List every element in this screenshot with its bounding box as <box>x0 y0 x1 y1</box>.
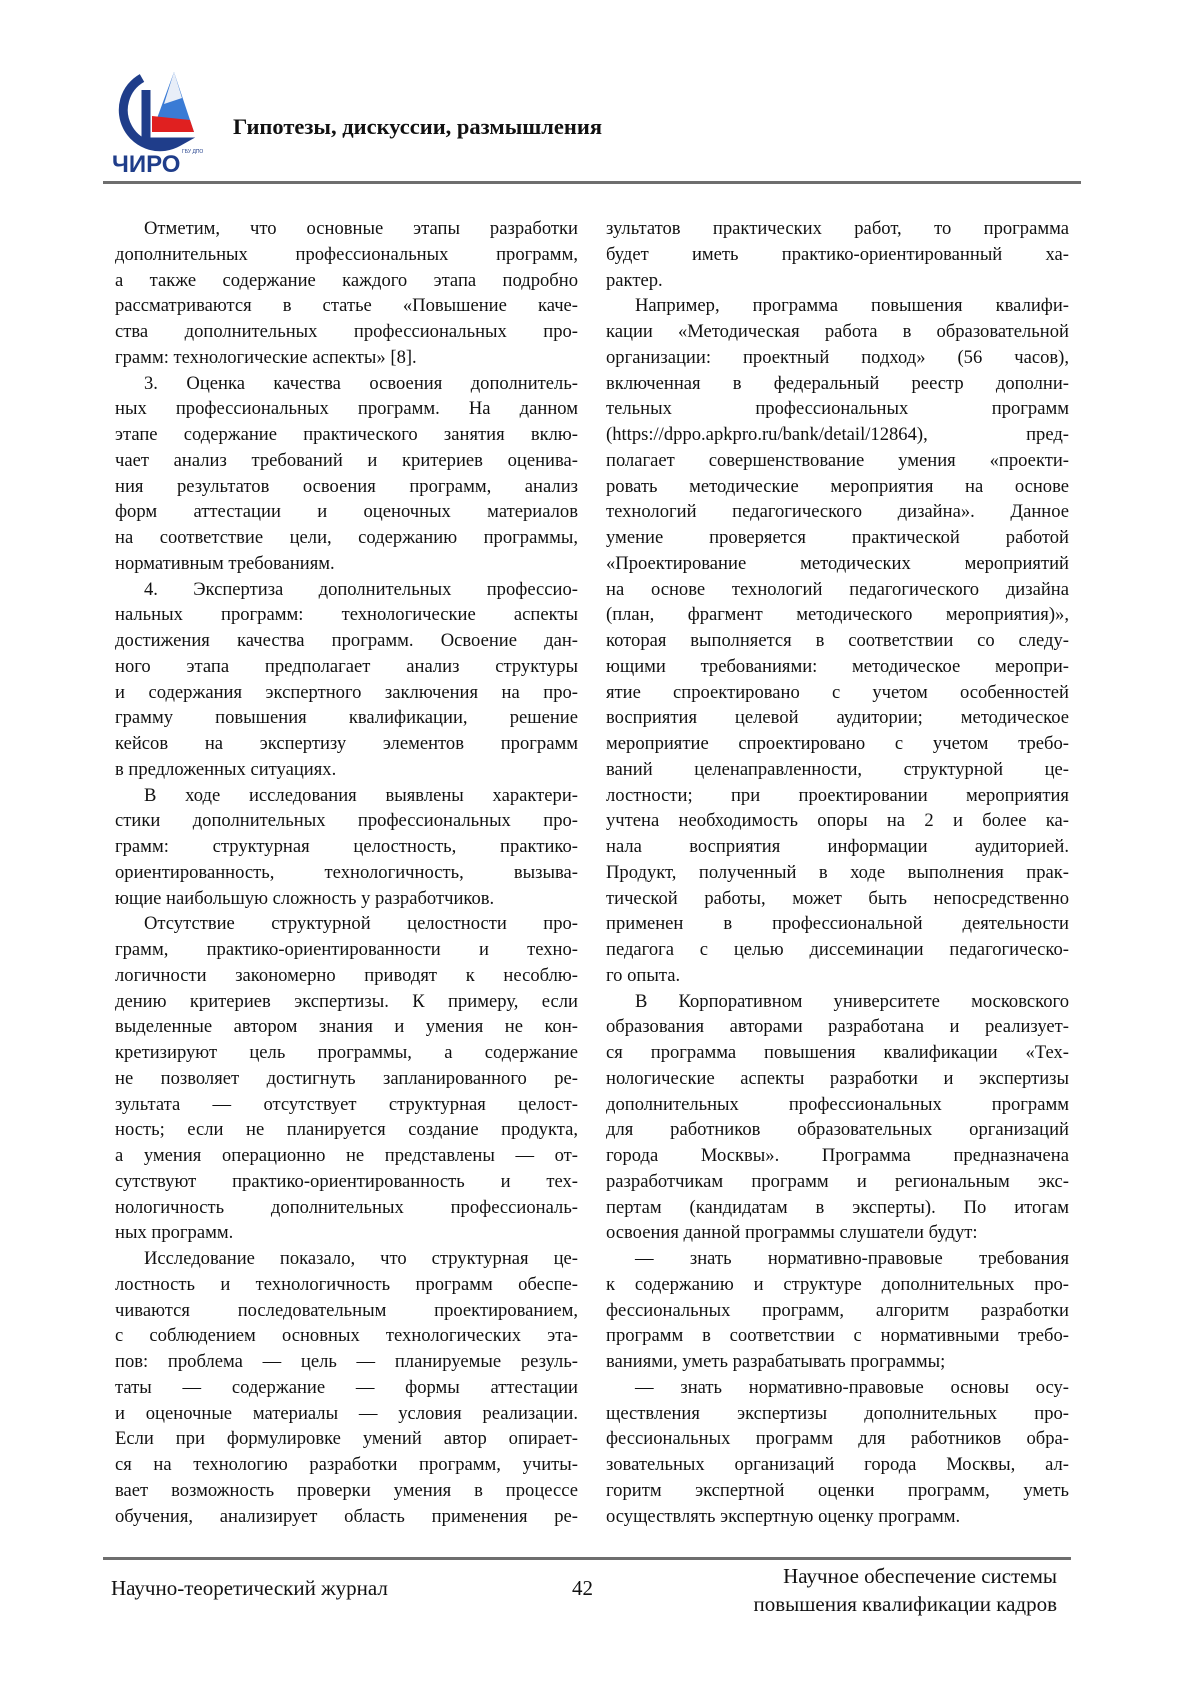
text-line: тической работы, может быть непосредственно <box>606 886 1069 912</box>
paragraph <box>606 293 1069 988</box>
svg-text:ЧИРО: ЧИРО <box>112 151 180 175</box>
text-line: ных программ. <box>115 1220 578 1246</box>
text-line: в предложенных ситуациях. <box>115 757 578 783</box>
text-line: будет иметь практико-ориентированный ха- <box>606 242 1069 268</box>
text-line: нормативным требованиям. <box>115 551 578 577</box>
journal-name-line-2: повышения квалификации кадров <box>753 1590 1057 1618</box>
text-line: Отметим, что основные этапы разработки <box>115 216 578 242</box>
text-line: учтена необходимость опоры на 2 и более ка- <box>606 808 1069 834</box>
text-line: педагога с целью диссеминации педагогическо- <box>606 937 1069 963</box>
text-line: сутствуют практико-ориентированность и тех- <box>115 1169 578 1195</box>
text-line: ществления экспертизы дополнительных про- <box>606 1401 1069 1427</box>
text-line: нологические аспекты разработки и экспертизы <box>606 1066 1069 1092</box>
text-line: таты — содержание — формы аттестации <box>115 1375 578 1401</box>
text-line: фессиональных программ, алгоритм разработки <box>606 1298 1069 1324</box>
paragraph <box>606 989 1069 1247</box>
text-line: для работников образовательных организаций <box>606 1117 1069 1143</box>
text-line: а также содержание каждого этапа подробно <box>115 268 578 294</box>
text-line: Если при формулировке умений автор опирает- <box>115 1426 578 1452</box>
paragraph <box>115 783 578 912</box>
text-line: форм аттестации и оценочных материалов <box>115 499 578 525</box>
text-line: (https://dppo.apkpro.ru/bank/detail/12864), пред- <box>606 422 1069 448</box>
text-line: грамм: структурная целостность, практико- <box>115 834 578 860</box>
text-line: дополнительных профессиональных программ <box>606 1092 1069 1118</box>
text-line: чает анализ требований и критериев оценива- <box>115 448 578 474</box>
text-line: ваний целенаправленности, структурной це- <box>606 757 1069 783</box>
text-line: Отсутствие структурной целостности про- <box>115 911 578 937</box>
text-line: зультатов практических работ, то программа <box>606 216 1069 242</box>
section-title: Гипотезы, дискуссии, размышления <box>233 114 602 140</box>
text-line: грамм: технологические аспекты» [8]. <box>115 345 578 371</box>
text-line: мероприятие спроектировано с учетом требо- <box>606 731 1069 757</box>
footer-journal-type: Научно-теоретический журнал <box>111 1576 388 1601</box>
paragraph <box>606 1375 1069 1530</box>
text-line: полагает совершенствование умения «проекти- <box>606 448 1069 474</box>
text-line: В Корпоративном университете московского <box>606 989 1069 1015</box>
text-line: дополнительных профессиональных программ, <box>115 242 578 268</box>
text-line: включенная в федеральный реестр дополни- <box>606 371 1069 397</box>
text-line: и содержания экспертного заключения на про- <box>115 680 578 706</box>
text-line: фессиональных программ для работников обра- <box>606 1426 1069 1452</box>
text-line: ориентированность, технологичность, вызыва- <box>115 860 578 886</box>
text-line: технологий педагогического дизайна». Данное <box>606 499 1069 525</box>
text-line: — знать нормативно-правовые основы осу- <box>606 1375 1069 1401</box>
text-line: горитм экспертной оценки программ, уметь <box>606 1478 1069 1504</box>
paragraph <box>115 577 578 783</box>
text-line: с соблюдением основных технологических эта- <box>115 1323 578 1349</box>
text-line: на основе технологий педагогического дизайна <box>606 577 1069 603</box>
text-line: ющие наибольшую сложность у разработчиков. <box>115 886 578 912</box>
text-line: организации: проектный подход» (56 часов), <box>606 345 1069 371</box>
text-line: освоения данной программы слушатели будут: <box>606 1220 1069 1246</box>
journal-name-line-1: Научное обеспечение системы <box>753 1562 1057 1590</box>
paragraph <box>606 216 1069 293</box>
text-line: ся на технологию разработки программ, учиты- <box>115 1452 578 1478</box>
text-line: логичности закономерно приводят к несоблю- <box>115 963 578 989</box>
paragraph <box>115 216 578 371</box>
chiro-logo <box>112 70 212 175</box>
text-line: вает возможность проверки умения в процессе <box>115 1478 578 1504</box>
text-line: ния результатов освоения программ, анализ <box>115 474 578 500</box>
text-line: ность; если не планируется создание продукта, <box>115 1117 578 1143</box>
paragraph <box>115 911 578 1246</box>
text-line: лостность и технологичность программ обеспе- <box>115 1272 578 1298</box>
text-line: го опыта. <box>606 963 1069 989</box>
text-line: умение проверяется практической работой <box>606 525 1069 551</box>
text-line: 4. Экспертиза дополнительных профессио- <box>115 577 578 603</box>
text-line: чиваются последовательным проектированием, <box>115 1298 578 1324</box>
text-line: восприятия целевой аудитории; методическое <box>606 705 1069 731</box>
text-line: зовательных организаций города Москвы, ал- <box>606 1452 1069 1478</box>
text-line: ровать методические мероприятия на основе <box>606 474 1069 500</box>
text-line: грамму повышения квалификации, решение <box>115 705 578 731</box>
text-line: рассматриваются в статье «Повышение каче- <box>115 293 578 319</box>
text-line: которая выполняется в соответствии со следу- <box>606 628 1069 654</box>
text-line: применен в профессиональной деятельности <box>606 911 1069 937</box>
text-line: ятие спроектировано с учетом особенностей <box>606 680 1069 706</box>
footer-journal-name <box>753 1562 1057 1618</box>
text-line: нальных программ: технологические аспекты <box>115 602 578 628</box>
text-line: города Москвы». Программа предназначена <box>606 1143 1069 1169</box>
text-line: зультата — отсутствует структурная целост- <box>115 1092 578 1118</box>
text-line: Например, программа повышения квалифи- <box>606 293 1069 319</box>
text-line: — знать нормативно-правовые требования <box>606 1246 1069 1272</box>
text-line: грамм, практико-ориентированности и техно- <box>115 937 578 963</box>
text-line: рактер. <box>606 268 1069 294</box>
page-number: 42 <box>572 1576 593 1601</box>
text-line: образования авторами разработана и реализует- <box>606 1014 1069 1040</box>
footer-divider <box>103 1557 1071 1560</box>
paragraph <box>115 1246 578 1529</box>
text-line: и оценочные материалы — условия реализации. <box>115 1401 578 1427</box>
paragraph <box>115 371 578 577</box>
text-line: обучения, анализирует область применения ре- <box>115 1504 578 1530</box>
text-line: ся программа повышения квалификации «Тех- <box>606 1040 1069 1066</box>
text-line: ных профессиональных программ. На данном <box>115 396 578 422</box>
text-line: к содержанию и структуре дополнительных про- <box>606 1272 1069 1298</box>
text-line: ваниями, уметь разрабатывать программы; <box>606 1349 1069 1375</box>
text-line: В ходе исследования выявлены характери- <box>115 783 578 809</box>
text-line: достижения качества программ. Освоение дан- <box>115 628 578 654</box>
text-line: кейсов на экспертизу элементов программ <box>115 731 578 757</box>
text-line: (план, фрагмент методического мероприятия)», <box>606 602 1069 628</box>
text-line: дению критериев экспертизы. К примеру, если <box>115 989 578 1015</box>
text-line: Исследование показало, что структурная це- <box>115 1246 578 1272</box>
text-line: кации «Методическая работа в образовательной <box>606 319 1069 345</box>
text-line: тельных профессиональных программ <box>606 396 1069 422</box>
text-line: этапе содержание практического занятия вклю- <box>115 422 578 448</box>
text-column-left <box>115 216 578 1529</box>
text-line: стики дополнительных профессиональных про- <box>115 808 578 834</box>
text-line: «Проектирование методических мероприятий <box>606 551 1069 577</box>
paragraph <box>606 1246 1069 1375</box>
text-line: программ в соответствии с нормативными требо- <box>606 1323 1069 1349</box>
text-line: не позволяет достигнуть запланированного ре- <box>115 1066 578 1092</box>
text-line: лостности; при проектировании мероприятия <box>606 783 1069 809</box>
text-line: Продукт, полученный в ходе выполнения прак- <box>606 860 1069 886</box>
text-line: 3. Оценка качества освоения дополнитель- <box>115 371 578 397</box>
text-line: нала восприятия информации аудиторией. <box>606 834 1069 860</box>
text-line: ющими требованиями: методическое меропри- <box>606 654 1069 680</box>
text-line: пертам (кандидатам в эксперты). По итогам <box>606 1195 1069 1221</box>
svg-text:ГБУ ДПО: ГБУ ДПО <box>182 149 203 155</box>
text-column-right <box>606 216 1069 1529</box>
text-line: а умения операционно не представлены — от- <box>115 1143 578 1169</box>
header-divider <box>103 181 1081 184</box>
text-line: ного этапа предполагает анализ структуры <box>115 654 578 680</box>
text-line: на соответствие цели, содержанию программы, <box>115 525 578 551</box>
text-line: разработчикам программ и региональным экс- <box>606 1169 1069 1195</box>
text-line: выделенные автором знания и умения не кон- <box>115 1014 578 1040</box>
text-line: нологичность дополнительных профессиональ- <box>115 1195 578 1221</box>
text-line: пов: проблема — цель — планируемые резуль- <box>115 1349 578 1375</box>
text-line: ства дополнительных профессиональных про- <box>115 319 578 345</box>
text-line: кретизируют цель программы, а содержание <box>115 1040 578 1066</box>
text-line: осуществлять экспертную оценку программ. <box>606 1504 1069 1530</box>
